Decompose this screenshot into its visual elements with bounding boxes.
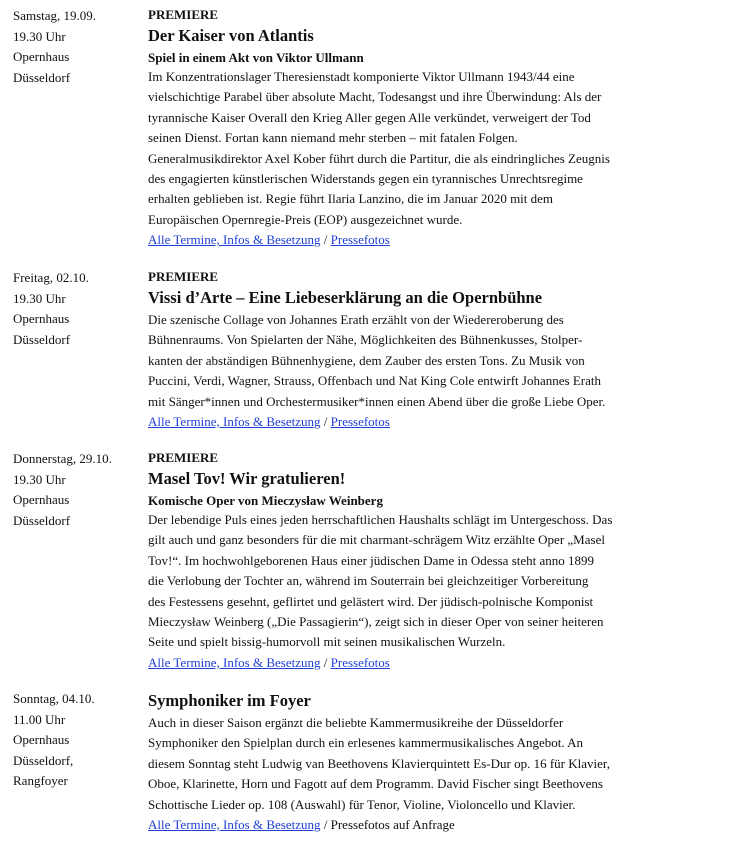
event-content bbox=[148, 6, 723, 250]
event-links bbox=[148, 653, 723, 673]
event-venue: Opernhaus bbox=[13, 492, 70, 507]
event-content bbox=[148, 449, 723, 673]
info-link[interactable]: Alle Termine, Infos & Besetzung bbox=[148, 654, 321, 670]
event-date: Samstag, 19.09. bbox=[13, 8, 97, 23]
info-link[interactable]: Alle Termine, Infos & Besetzung bbox=[148, 232, 321, 248]
event-title: Vissi d’Arte – Eine Liebeserklärung an die Opernbühne bbox=[148, 288, 543, 307]
event-date: Donnerstag, 29.10. bbox=[13, 451, 112, 466]
event-description: Im Konzentrationslager Theresienstadt komponierte Viktor Ullmann 1943/44 eine vielschichtige Parabel über absolute Macht, Todesangst und ihre Überwindung: Als der tyrannische Kaiser Overall den Krieg Aller gegen Alle verkündet, verweigert der Tod seinen Dienst. Fortan kann niemand mehr sterben – mit fatalen Folgen. Generalmusikdirektor Axel Kober führt durch die Partitur, die als eindringliches Zeugnis des engagierten künstlerischen Widerstands gegen ein tyrannisches Unrechtsregime erhalten geblieben ist. Regie führt Ilaria Lanzino, die im Januar 2020 mit dem Europäischen Opernregie-Preis (EOP) ausgezeichnet wurde. bbox=[148, 69, 610, 227]
event-content bbox=[148, 689, 723, 835]
pressefotos-link[interactable]: Pressefotos bbox=[330, 414, 390, 430]
event-title: Masel Tov! Wir gratulieren! bbox=[148, 469, 346, 488]
event-title: Symphoniker im Foyer bbox=[148, 691, 311, 710]
link-separator: / bbox=[320, 232, 331, 248]
info-link[interactable]: Alle Termine, Infos & Besetzung bbox=[148, 817, 321, 833]
event-meta bbox=[13, 449, 138, 531]
event-title: Der Kaiser von Atlantis bbox=[148, 26, 314, 45]
event-links bbox=[148, 412, 723, 432]
event-description: Die szenische Collage von Johannes Erath erzählt von der Wiedereroberung des Bühnenraums. Von Spielarten der Nähe, Möglichkeiten des Bühnenkusses, Stolper- kanten der abständigen Bühnenhygiene, dem Zauber des ersten Tons. Zu Musik von Puccini, Verdi, Wagner, Strauss, Offenbach und Nat King Cole entwirft Johannes Erath mit Sänger*innen und Orchestermusiker*innen einen Abend über die große Liebe Oper. bbox=[148, 312, 606, 409]
link-separator: / bbox=[320, 654, 331, 670]
event-room: Rangfoyer bbox=[13, 773, 68, 788]
event-description: Auch in dieser Saison ergänzt die beliebte Kammermusikreihe der Düsseldorfer Symphoniker den Spielplan durch ein erlesenes kammermusikalisches Angebot. An diesem Sonntag steht Ludwig van Beethovens Klavierquintett Es-Dur op. 16 für Klavier, Oboe, Klarinette, Horn und Fagott auf dem Programm. David Fischer singt Beethovens Schottische Lieder op. 108 (Auswahl) für Tenor, Violine, Violoncello und Klavier. bbox=[148, 715, 610, 812]
event-time: 19.30 Uhr bbox=[13, 28, 66, 44]
event-subtitle: Spiel in einem Akt von Viktor Ullmann bbox=[148, 50, 364, 65]
event-city: Düsseldorf, bbox=[13, 752, 74, 768]
event-links bbox=[148, 815, 723, 835]
event-subtitle: Komische Oper von Mieczysław Weinberg bbox=[148, 493, 383, 508]
premiere-label: PREMIERE bbox=[148, 450, 219, 465]
link-separator: / bbox=[320, 414, 331, 430]
event-time: 11.00 Uhr bbox=[13, 711, 66, 727]
event-description: Der lebendige Puls eines jeden herrschaftlichen Haushalts schlägt im Untergeschoss. Das gilt auch und ganz besonders für die mit charmant-schrägem Witz erzählte Oper „Masel Tov!“. Im hochwohlgeborenen Haus einer jüdischen Dame in Odessa steht anno 1899 die Verlobung der Tochter an, während im Souterrain bei gleichzeitiger Vorbereitung des Festessens gesehnt, geflirtet und gelästert wird. Der jüdisch-polnische Komponist Mieczysław Weinberg („Die Passagierin“), zeigt sich in dieser Oper von seiner heiteren Seite und spielt bissig-humorvoll mit seinen musikalischen Wurzeln. bbox=[148, 512, 613, 650]
event-date: Sonntag, 04.10. bbox=[13, 691, 95, 706]
event-links bbox=[148, 230, 723, 250]
event-city: Düsseldorf bbox=[13, 69, 71, 85]
premiere-label: PREMIERE bbox=[148, 269, 219, 284]
event-venue: Opernhaus bbox=[13, 732, 70, 747]
event-venue: Opernhaus bbox=[13, 311, 70, 326]
event-time: 19.30 Uhr bbox=[13, 471, 66, 487]
event-meta bbox=[13, 689, 138, 792]
event-city: Düsseldorf bbox=[13, 331, 71, 347]
pressefotos-link[interactable]: Pressefotos bbox=[330, 232, 390, 248]
event-meta bbox=[13, 268, 138, 350]
event-meta bbox=[13, 6, 138, 88]
event-date: Freitag, 02.10. bbox=[13, 270, 89, 285]
event-city: Düsseldorf bbox=[13, 512, 71, 528]
pressefotos-note: / Pressefotos auf Anfrage bbox=[320, 817, 455, 833]
event-time: 19.30 Uhr bbox=[13, 290, 66, 306]
event-content bbox=[148, 268, 723, 432]
event-venue: Opernhaus bbox=[13, 49, 70, 64]
pressefotos-link[interactable]: Pressefotos bbox=[330, 654, 390, 670]
info-link[interactable]: Alle Termine, Infos & Besetzung bbox=[148, 414, 321, 430]
premiere-label: PREMIERE bbox=[148, 7, 219, 22]
